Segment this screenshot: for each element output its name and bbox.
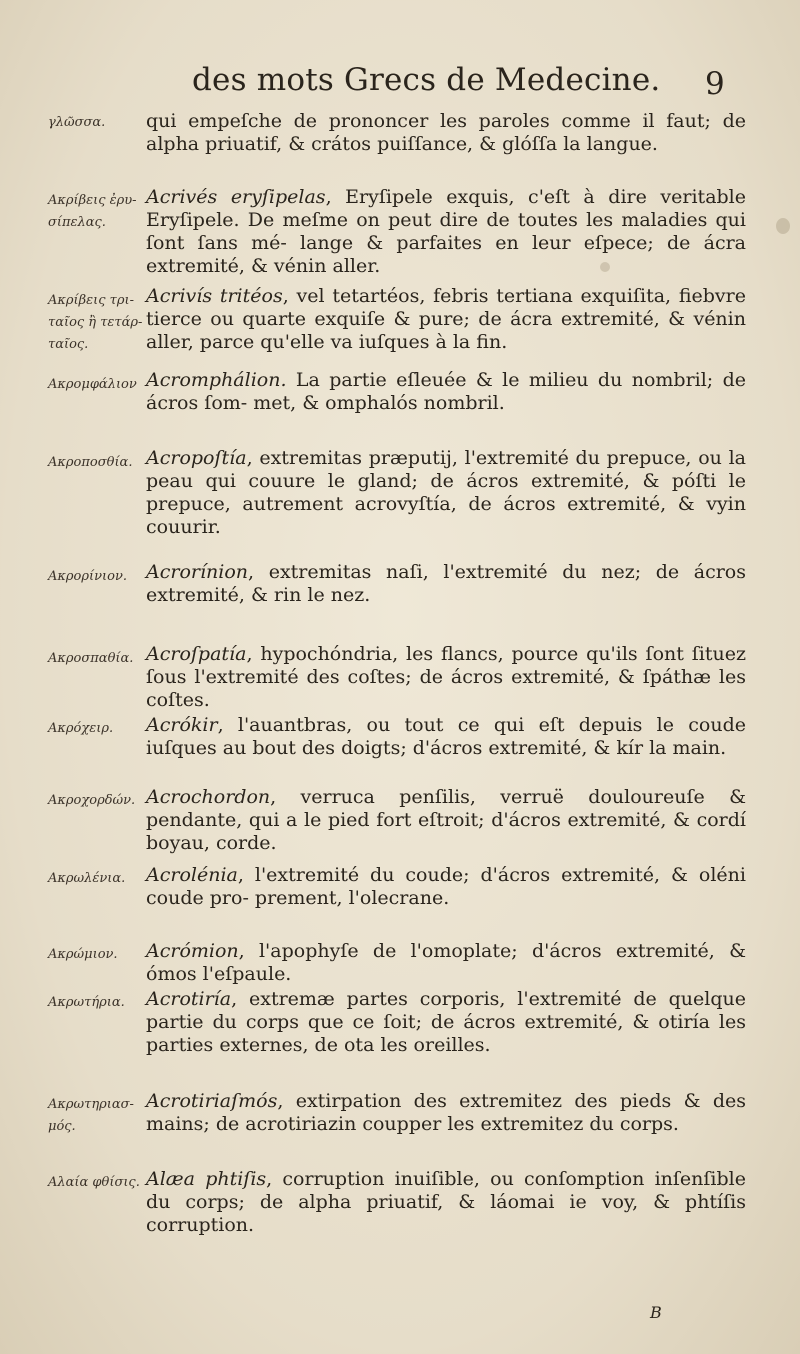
entry-text: [146, 643, 746, 712]
entry-text: [146, 285, 746, 354]
entry-headword: Acrivís tritéos: [146, 285, 283, 307]
entry-definition: , extirpation des extremitez des pieds & des mains; de acrotiriazin coupper les extremitez du corps.: [146, 1090, 746, 1135]
greek-term: Ακρίβεις τρι- ταῖος ἢ τετάρ- ταῖος.: [48, 293, 143, 352]
entry-text: [146, 561, 746, 607]
entry-definition: , verruca penſilis, verruë douloureuſe & pendante, qui a le pied fort eſtroit; d'ácros extremité, & cordí boyau, corde.: [146, 786, 746, 854]
entry-headword: Acrókir: [146, 714, 218, 736]
entry-headword: Acroſpatía: [146, 643, 247, 665]
greek-term: Ακροσπαθία.: [48, 651, 134, 666]
entry-headword: Acrorínion: [146, 561, 249, 583]
entry-headword: Acrochordon: [146, 786, 271, 808]
entry-text: [146, 864, 746, 910]
signature-mark: B: [650, 1303, 662, 1322]
page-number: 9: [705, 66, 725, 102]
greek-term: Ακρόχειρ.: [48, 721, 114, 736]
entry-text: [146, 369, 746, 415]
entry-text: [146, 988, 746, 1057]
entry-definition: , Eryſipele exquis, c'eſt à dire veritable Eryſipele. De meſme on peut dire de toutes les maladies qui ſont ſans mé- lange & parfaites en leur eſpece; de ácra extremité, & vénin aller.: [146, 186, 747, 277]
greek-term: Ακρίβεις ἐρυ- σίπελας.: [48, 193, 137, 230]
entry-text: [146, 1090, 746, 1136]
entry-text: [146, 714, 746, 760]
greek-term: Ακρώμιον.: [48, 947, 118, 962]
entry-headword: Acrivés eryſipelas: [146, 186, 326, 208]
entry-definition: , l'auantbras, ou tout ce qui eſt depuis le coude iuſques au bout des doigts; d'ácros extremité, & kír la main.: [146, 714, 746, 759]
entry-headword: Acrómion: [146, 940, 239, 962]
entry-text: [146, 447, 746, 539]
entry-text: [146, 186, 746, 278]
entry-headword: Acromphálion.: [146, 369, 287, 391]
entry-headword: Alæa phtiſis: [146, 1168, 267, 1190]
entry-definition: , extremitas naſi, l'extremité du nez; de ácros extremité, & rin le nez.: [146, 561, 746, 606]
entry-text: [146, 786, 746, 855]
entry-headword: Acrotiriaſmós: [146, 1090, 278, 1112]
greek-term: Ακροχορδών.: [48, 793, 136, 808]
entry-headword: Acrolénia: [146, 864, 238, 886]
greek-term: Ακρομφάλιον: [48, 377, 137, 392]
page-title: des mots Grecs de Medecine.: [192, 62, 661, 98]
entry-definition: , extremitas præputij, l'extremité du prepuce, ou la peau qui couure le gland; de ácros extremité, & póſti le prepuce, autrement acrovyſtía, de ácros extremité, & vyin couurir.: [146, 447, 746, 538]
entry-definition: qui empeſche de prononcer les paroles comme il faut; de alpha priuatif, & crátos puiſſance, & glóſſa la langue.: [146, 110, 746, 155]
entry-text: [146, 1168, 746, 1237]
entry-headword: Acropoſtía: [146, 447, 247, 469]
entry-definition: , corruption inuiſible, ou conſomption inſenſible du corps; de alpha priuatif, & láomai ie voy, & phtíſis corruption.: [146, 1168, 746, 1236]
entry-definition: , l'extremité du coude; d'ácros extremité, & oléni coude pro- prement, l'olecrane.: [146, 864, 746, 909]
entry-text: [146, 940, 746, 986]
greek-term: Αλαία φθίσις.: [48, 1175, 140, 1190]
greek-term: Ακρωτηριασ- μός.: [48, 1097, 134, 1134]
ink-stain: [776, 218, 790, 234]
greek-term: Ακροποσθία.: [48, 455, 133, 470]
entry-text: [146, 110, 746, 156]
greek-term: Ακρωλένια.: [48, 871, 126, 886]
greek-term: γλῶσσα.: [48, 115, 106, 130]
entry-headword: Acrotiría: [146, 988, 232, 1010]
greek-term: Ακρωτήρια.: [48, 995, 125, 1010]
entry-definition: , l'apophyſe de l'omoplate; d'ácros extremité, & ómos l'eſpaule.: [146, 940, 746, 985]
entry-definition: La partie eſleuée & le milieu du nombril; de ácros ſom- met, & omphalós nombril.: [146, 369, 746, 414]
entry-definition: , vel tetartéos, febris tertiana exquiſita, fiebvre tierce ou quarte exquiſe & pure; de ácra extremité, & vénin aller, parce qu'elle va iuſques à la fin.: [146, 285, 746, 353]
entry-definition: , hypochóndria, les flancs, pource qu'ils ſont ſituez ſous l'extremité des coſtes; de ácros extremité, & ſpáthæ les coſtes.: [146, 643, 746, 711]
entry-definition: , extremæ partes corporis, l'extremité de quelque partie du corps que ce ſoit; de ácros extremité, & otiría les parties externes, de ota les oreilles.: [146, 988, 746, 1056]
greek-term: Ακρορίνιον.: [48, 569, 127, 584]
